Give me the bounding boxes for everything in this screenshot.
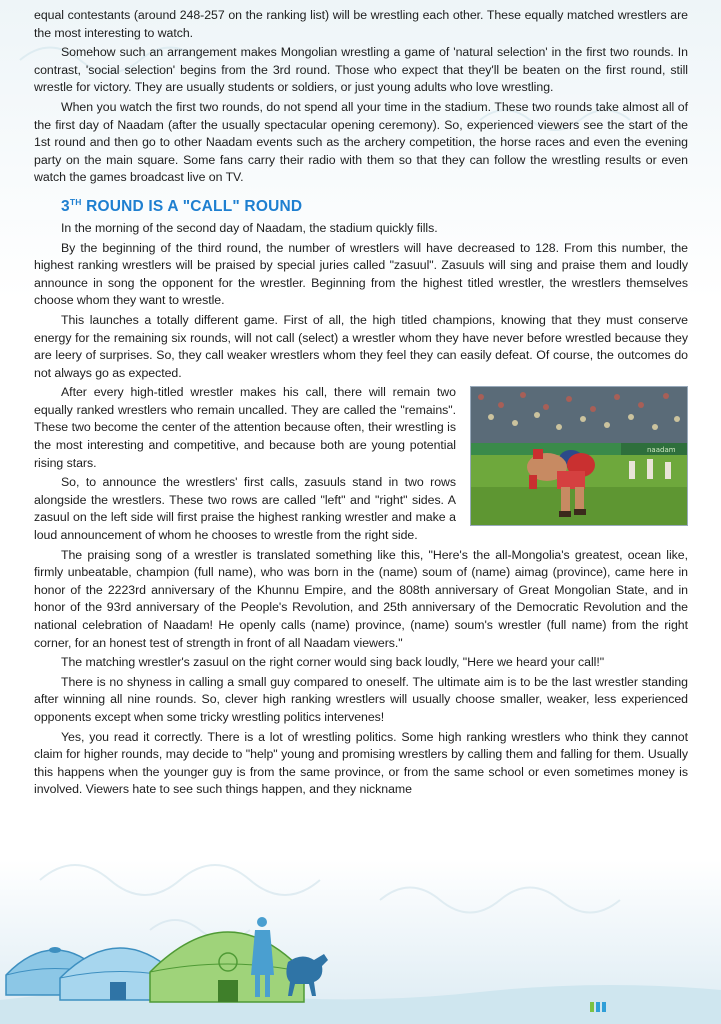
paragraph: When you watch the first two rounds, do not spend all your time in the stadium. These two rounds take almost all of the first day of Naadam (after the usually spectacular opening ceremony). So, experienced viewers see the start of the 1st round and then go to other Naadam events such as the archery competition, the horse races and even the evening party on the main square. Some fans carry their radio with them so that they can follow the wrestling results or even watch the games broadcast live on TV. xyxy=(34,99,688,185)
heading-number: 3 xyxy=(61,197,70,215)
heading-suffix: TH xyxy=(69,196,82,207)
paragraph: There is no shyness in calling a small guy compared to oneself. The ultimate aim is to be the last wrestler standing after winning all nine rounds. So, clever high ranking wrestlers will usually choose smaller, weaker, less experienced opponents except when some tricky wrestling politics intervenes! xyxy=(34,674,688,724)
paragraph: By the beginning of the third round, the number of wrestlers will have decreased to 128. From this number, the highest ranking wrestlers will be praised by special juries called "zasuul". Zasuuls will sing and praise them and loudly announce in song the opponent for the wrestler. Beginning from the highest titled wrestler, the wrestlers themselves choose whom they want to wrestle. xyxy=(34,240,688,308)
photo-banner-text: naadam xyxy=(647,446,676,455)
paragraph: The praising song of a wrestler is translated something like this, "Here's the all-Mongolia's greatest, ocean like, firmly unbeatable, champion (full name), who was born in the (name) soum of (name) aimag (province), came here in honor of the 2223rd anniversary of the Khunnu Empire, and the 808th anniversary of Great Mongolian State, and in honor of the 93rd anniversary of the People's Revolution, and 25th anniversary of the Democratic Revolution and the national celebration of Naadam! He openly calls (name) province, (name) soum's wrestler (full name) from the right corner, for an honest test of strength in front of all Naadam viewers." xyxy=(34,547,688,650)
paragraph: This launches a totally different game. First of all, the high titled champions, knowing that they must conserve energy for the remaining six rounds, will not call (select) a wrestler whom they have never before wrestled because they are leery of surprises. So, they call weaker wrestlers whom they feel they can easily defeat. Of course, the outcomes do not always go as expected. xyxy=(34,312,688,380)
page-marker-icon xyxy=(589,1000,609,1014)
paragraph: In the morning of the second day of Naadam, the stadium quickly fills. xyxy=(61,220,438,235)
paragraph: The matching wrestler's zasuul on the right corner would sing back loudly, "Here we heard your call!" xyxy=(61,655,605,670)
article xyxy=(34,7,688,801)
section-heading xyxy=(61,192,688,217)
paragraph: Yes, you read it correctly. There is a lot of wrestling politics. Some high ranking wrestlers who think they cannot claim for higher rounds, may decide to "help" young and promising wrestlers by calling them and falling for them. Usually this happens when the younger guy is from the same province, or from the same school or even sometimes money is involved. Viewers hate to see such things happen, and they nickname xyxy=(34,729,688,797)
paragraph: equal contestants (around 248-257 on the ranking list) will be wrestling each other. These equally matched wrestlers are the most interesting to watch. xyxy=(34,8,688,40)
paragraph: So, to announce the wrestlers' first calls, zasuuls stand in two rows alongside the wrestlers. These two rows are called "left" and "right" sides. A zasuul on the left side will first praise the highest ranking wrestler and make a loud announcement of whom he chooses to wrestle from the right side. xyxy=(34,475,456,543)
heading-text: ROUND IS A "CALL" ROUND xyxy=(81,197,303,215)
wrestling-photo xyxy=(470,386,688,526)
paragraph: Somehow such an arrangement makes Mongolian wrestling a game of 'natural selection' in the first two rounds. In contrast, 'social selection' begins from the 3rd round. Those who expect that they'll be beaten on the first round, still wrestle for victory. They are usually students or soldiers, or just young adults who love wrestling. xyxy=(34,45,688,95)
paragraph: After every high-titled wrestler makes his call, there will remain two equally ranked wrestlers who remain uncalled. They are called the "remains". These two become the center of the attention because often, their wrestling is the most interesting and competitive, and because both are young potential rising stars. xyxy=(34,385,456,470)
